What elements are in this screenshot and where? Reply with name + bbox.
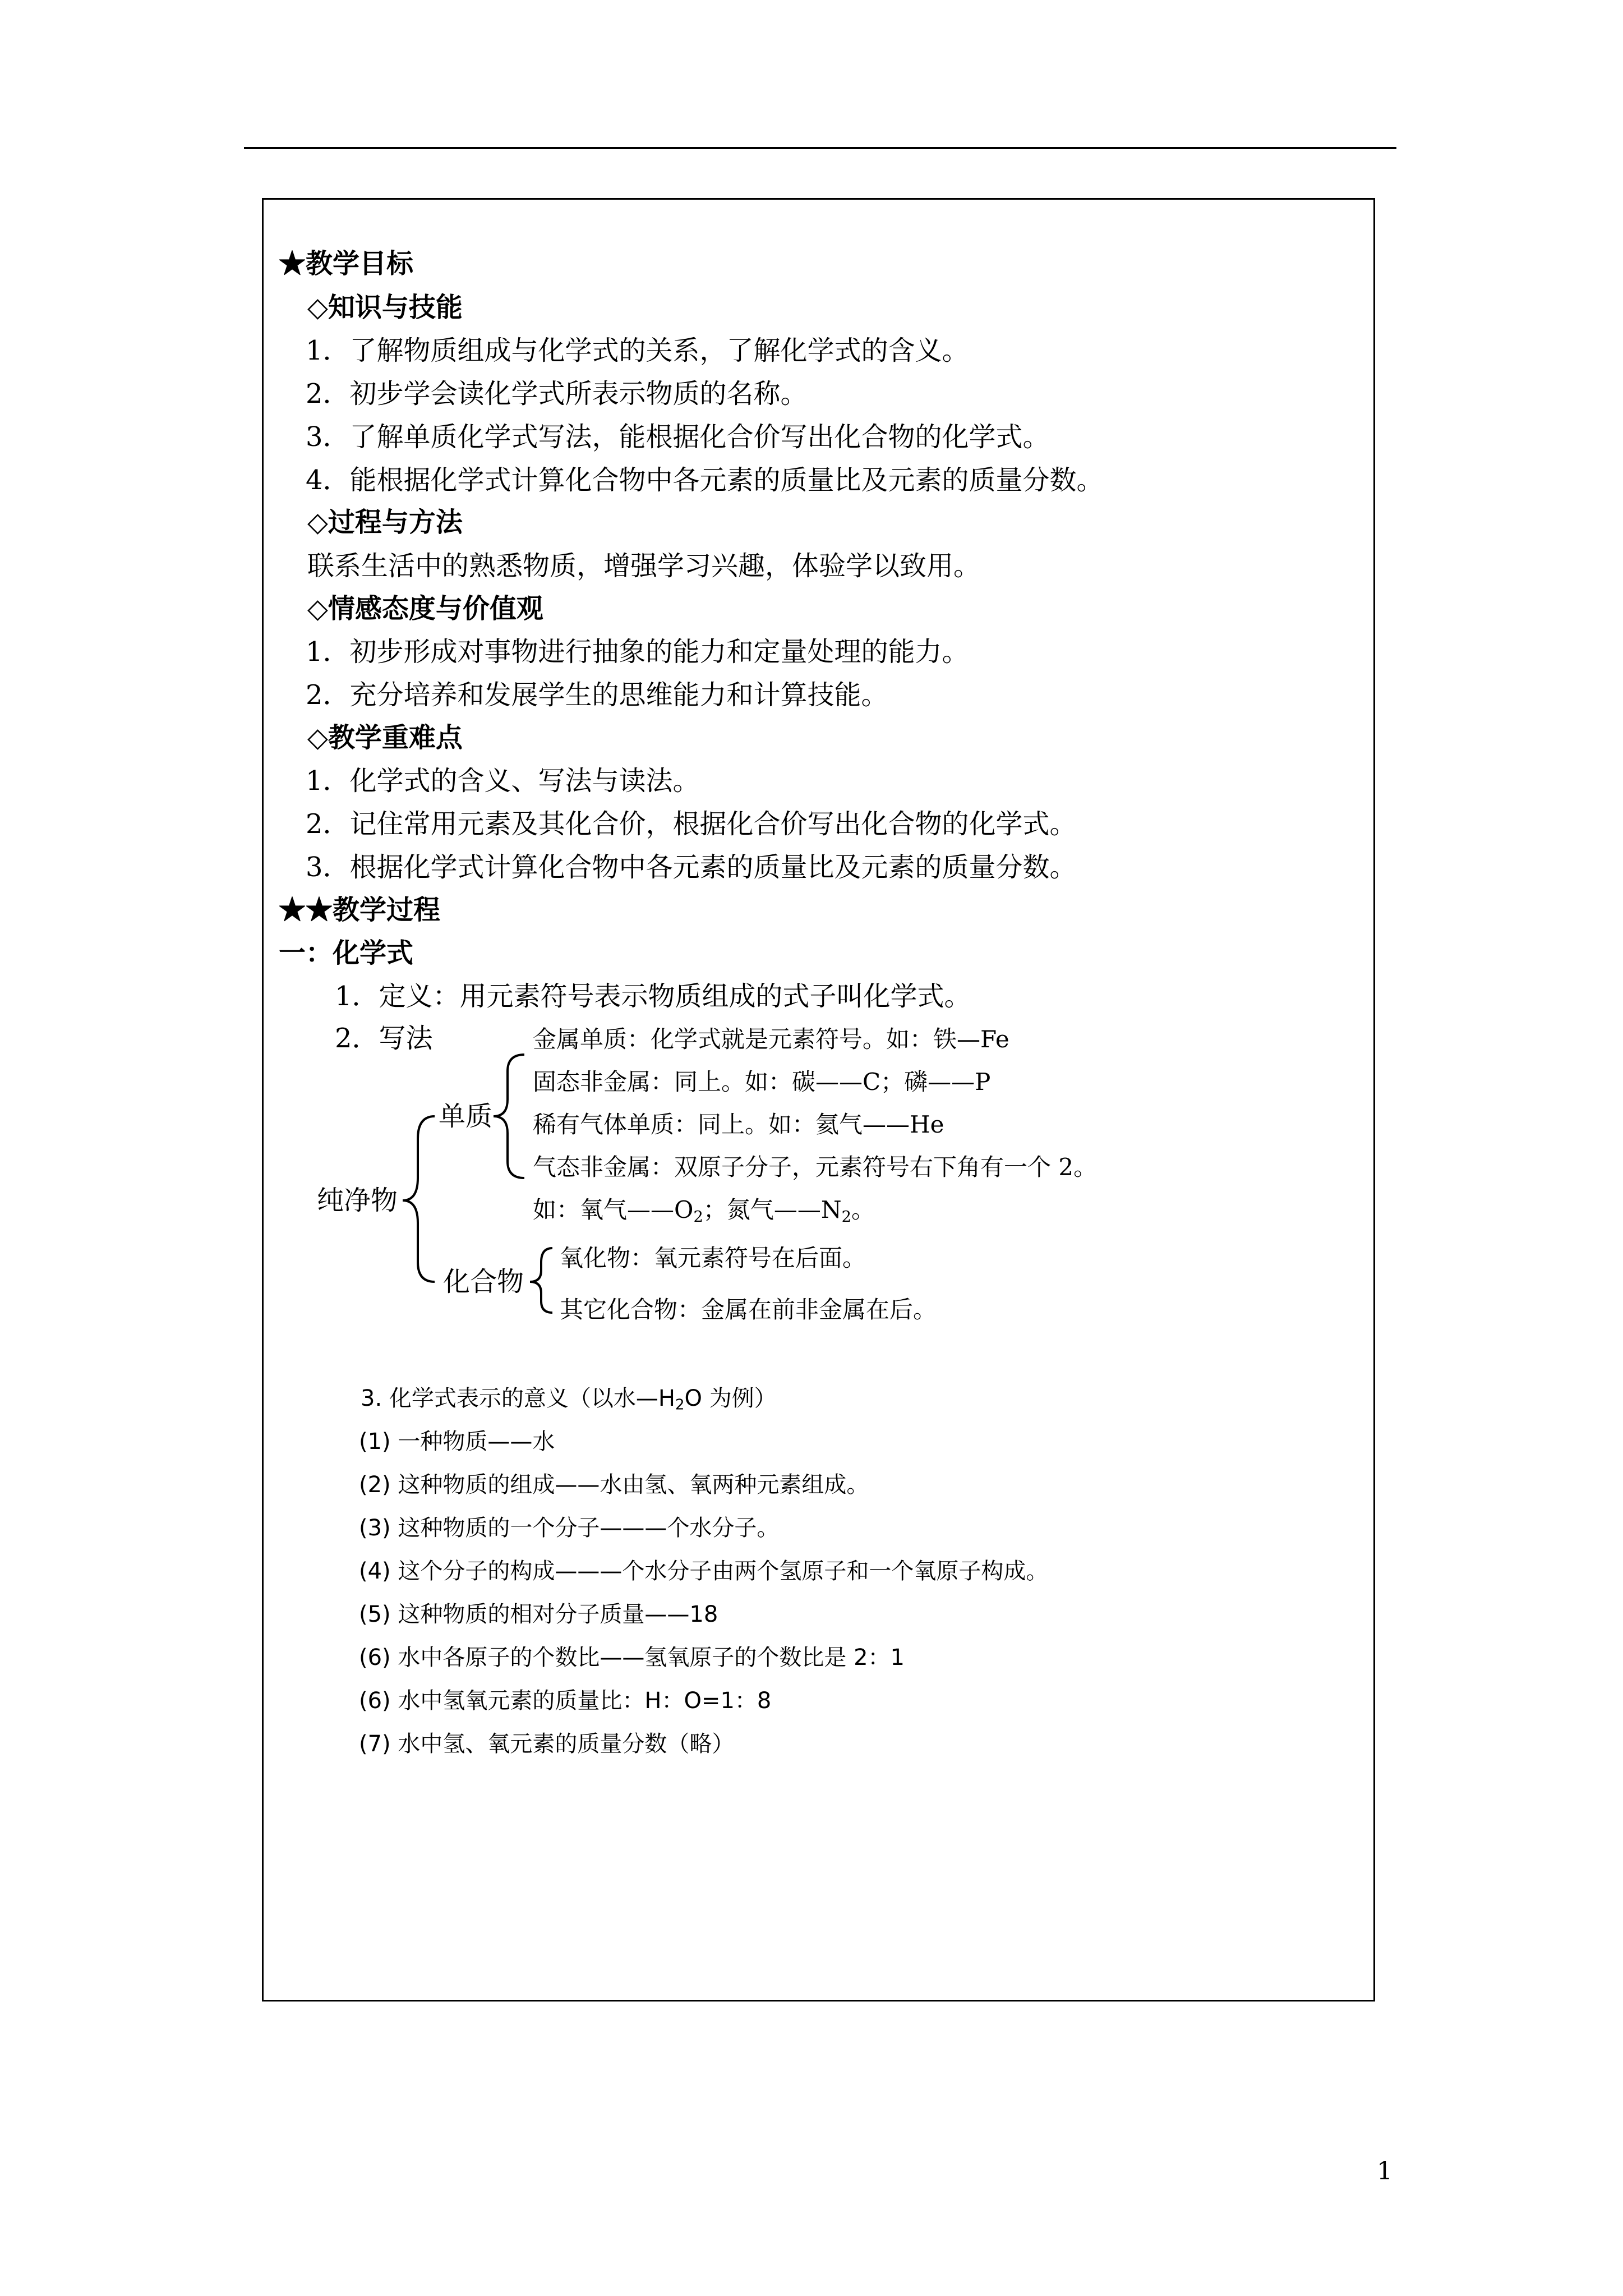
tree-node-element: 单质 — [439, 1101, 493, 1132]
element-brace — [494, 1055, 524, 1178]
meaning-title: 3. 化学式表示的意义（以水$—H_2O$ 为例） — [361, 1386, 777, 1414]
element-rule: 气态非金属：双原子分子，元素符号右下角有一个 2。 — [533, 1153, 1098, 1181]
process-section-heading: ★★教学过程 — [279, 894, 441, 926]
meaning-item: (6) 水中氢氧元素的质量比：H：O=1：8 — [359, 1688, 772, 1714]
tree-node-compound: 化合物 — [443, 1266, 524, 1297]
knowledge-item: 4．能根据化学式计算化合物中各元素的质量比及元素的质量分数。 — [306, 464, 1104, 496]
compound-rule: 氧化物：氧元素符号在后面。 — [560, 1244, 866, 1272]
definition-text: 1．定义：用元素符号表示物质组成的式子叫化学式。 — [335, 981, 971, 1012]
process-text: 联系生活中的熟悉物质，增强学习兴趣，体验学以致用。 — [307, 550, 981, 582]
knowledge-item: 2．初步学会读化学式所表示物质的名称。 — [306, 378, 808, 409]
knowledge-item: 3．了解单质化学式写法，能根据化合价写出化合物的化学式。 — [306, 421, 1050, 453]
tree-root-pure-substance: 纯净物 — [317, 1185, 398, 1216]
meaning-item: (4) 这个分子的构成———个水分子由两个氢原子和一个氧原子构成。 — [359, 1558, 1049, 1584]
meaning-item: (5) 这种物质的相对分子质量——18 — [359, 1602, 718, 1627]
meaning-item: (2) 这种物质的组成——水由氢、氧两种元素组成。 — [359, 1472, 869, 1498]
key-point-item: 2．记住常用元素及其化合价，根据化合价写出化合物的化学式。 — [306, 808, 1077, 840]
attitude-heading: ◇情感态度与价值观 — [307, 593, 543, 624]
meaning-item: (3) 这种物质的一个分子———个水分子。 — [359, 1515, 780, 1541]
gas-example: 如：氧气$——O_2$；氮气$——N_2$。 — [533, 1196, 875, 1226]
element-rule: 金属单质：化学式就是元素符号。如：铁—Fe — [533, 1025, 1009, 1053]
key-point-item: 3．根据化学式计算化合物中各元素的质量比及元素的质量分数。 — [306, 852, 1077, 883]
meaning-item: (1) 一种物质——水 — [359, 1429, 555, 1455]
element-rule: 固态非金属：同上。如：碳——C；磷——P — [533, 1068, 991, 1096]
compound-rule: 其它化合物：金属在前非金属在后。 — [560, 1296, 937, 1323]
objectives-heading: ★教学目标 — [279, 248, 414, 279]
section-title-formula: 一：化学式 — [279, 937, 414, 969]
root-brace — [403, 1116, 435, 1282]
page-number: 1 — [1377, 2157, 1393, 2185]
writing-label: 2．写法 — [335, 1023, 433, 1054]
key-point-item: 1．化学式的含义、写法与读法。 — [306, 765, 700, 797]
process-heading: ◇过程与方法 — [307, 507, 463, 538]
meaning-item: (6) 水中各原子的个数比——氢氧原子的个数比是 2：1 — [359, 1645, 905, 1671]
element-rule: 稀有气体单质：同上。如：氦气——He — [533, 1111, 944, 1138]
knowledge-heading: ◇知识与技能 — [307, 292, 463, 323]
meaning-item: (7) 水中氢、氧元素的质量分数（略） — [359, 1731, 735, 1757]
attitude-item: 1．初步形成对事物进行抽象的能力和定量处理的能力。 — [306, 636, 969, 668]
key-points-heading: ◇教学重难点 — [307, 722, 463, 753]
attitude-item: 2．充分培养和发展学生的思维能力和计算技能。 — [306, 679, 888, 711]
compound-brace — [530, 1248, 552, 1313]
knowledge-item: 1．了解物质组成与化学式的关系，了解化学式的含义。 — [306, 335, 969, 366]
